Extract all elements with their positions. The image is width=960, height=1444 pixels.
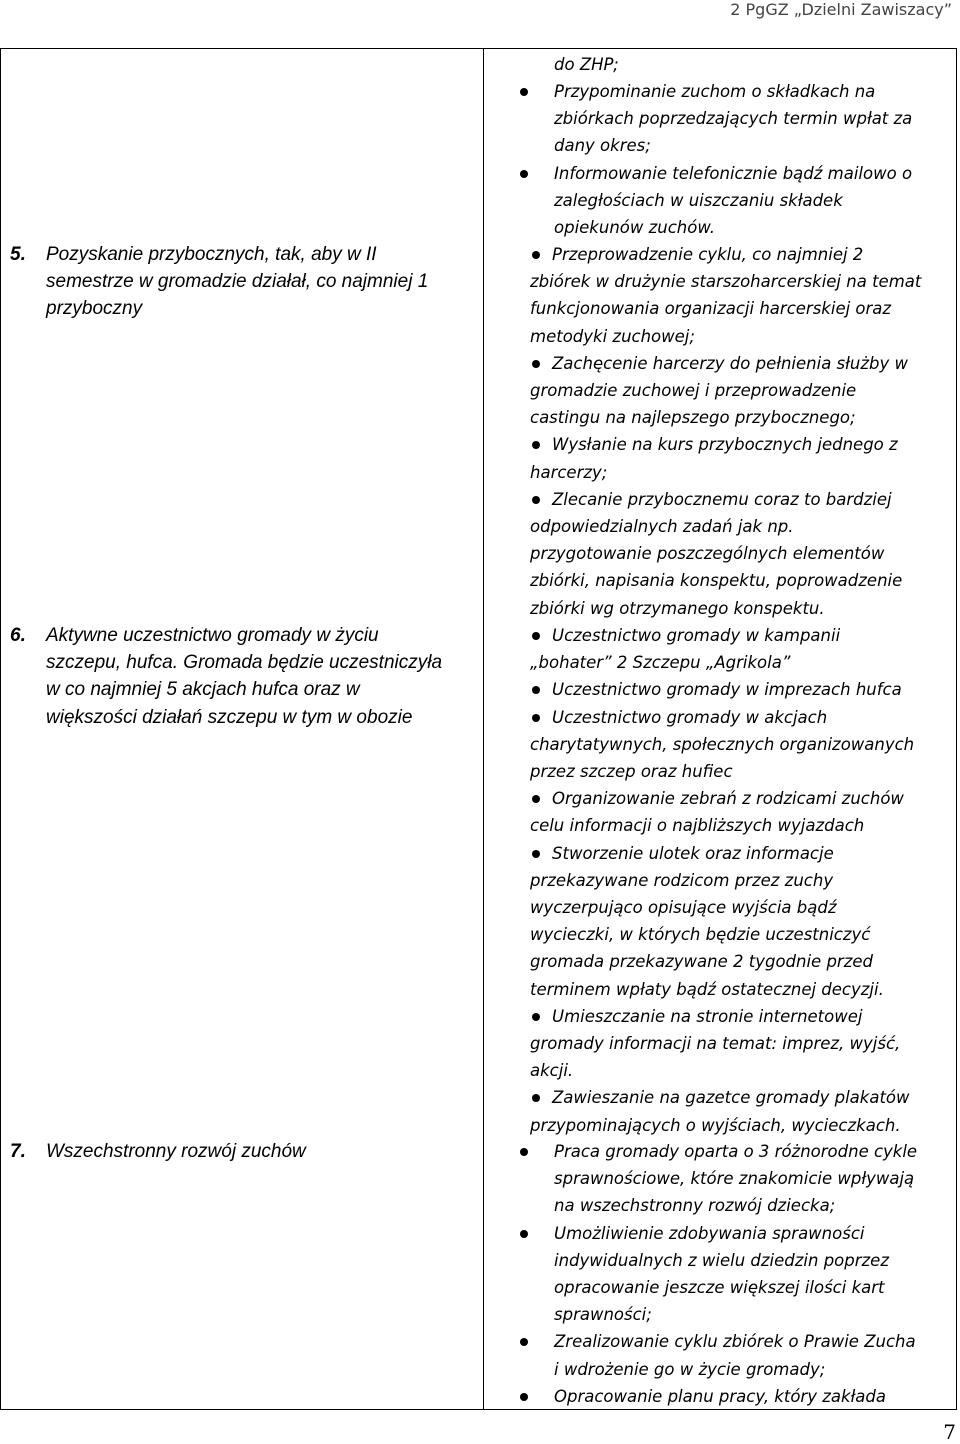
task-text-line: sprawności; <box>554 1305 652 1325</box>
task-text-line: gromadzie zuchowej i przeprowadzenie <box>530 381 857 400</box>
task-text-line: Stworzenie ulotek oraz informacje <box>552 843 834 863</box>
goal-number: 7. <box>10 1141 26 1162</box>
goal-text-line: szczepu, hufca. Gromada będzie uczestniczyła <box>46 652 443 674</box>
task-text-line: Zachęcenie harcerzy do pełnienia służby w <box>552 353 908 373</box>
bullet-icon <box>532 496 540 504</box>
task-text-line: przypominających o wyjściach, wycieczkach. <box>530 1115 901 1135</box>
task-text-line: celu informacji o najbliższych wyjazdach <box>530 816 865 836</box>
column-divider <box>483 48 484 1410</box>
task-text-line: wycieczki, w których będzie uczestniczyć <box>530 925 871 945</box>
task-text-line: Organizowanie zebrań z rodzicami zuchów <box>552 789 904 809</box>
goal-number: 6. <box>10 625 26 646</box>
bullet-icon <box>532 632 540 640</box>
bullet-icon <box>520 170 528 178</box>
goal-number: 5. <box>10 244 26 265</box>
task-text-line: zbiórki wg otrzymanego konspektu. <box>530 598 825 618</box>
task-text-line: Uczestnictwo gromady w imprezach hufca <box>552 680 902 700</box>
task-text-line: zbiórki, napisania konspektu, poprowadzenie <box>530 571 903 591</box>
task-text-line: funkcjonowania organizacji harcerskiej oraz <box>530 299 892 319</box>
task-text-line: Umożliwienie zdobywania sprawności <box>554 1223 865 1243</box>
task-text-line: opiekunów zuchów. <box>554 218 716 237</box>
bullet-icon <box>520 1148 528 1156</box>
goal-text-line: Pozyskanie przybocznych, tak, aby w II <box>46 244 377 265</box>
document-header: 2 PgGZ „Dzielni Zawiszacy” <box>730 0 952 19</box>
task-text-line: Opracowanie planu pracy, który zakłada <box>554 1386 886 1406</box>
task-text-line: do ZHP; <box>554 55 619 74</box>
bullet-icon <box>532 1013 540 1021</box>
task-text-line: „bohater” 2 Szczepu „Agrikola” <box>530 653 791 673</box>
task-text-line: opracowanie jeszcze większej ilości kart <box>554 1278 885 1297</box>
task-text-line: zbiórkach poprzedzających termin wpłat za <box>554 109 913 129</box>
goal-text-line: w co najmniej 5 akcjach hufca oraz w <box>46 679 360 701</box>
task-text-line: i wdrożenie go w życie gromady; <box>554 1359 826 1379</box>
task-text-line: zbiórek w drużynie starszoharcerskiej na temat <box>530 272 922 292</box>
goal-text-line: większości działań szczepu w tym w obozie <box>46 706 413 728</box>
goal-text-line: semestrze w gromadzie działał, co najmniej 1 <box>46 271 429 293</box>
bullet-icon <box>520 1230 528 1238</box>
task-text-line: Przeprowadzenie cyklu, co najmniej 2 <box>552 245 864 264</box>
task-text-line: gromady informacji na temat: imprez, wyjść, <box>530 1034 901 1053</box>
task-text-line: castingu na najlepszego przybocznego; <box>530 408 856 428</box>
goal-text-line: Wszechstronny rozwój zuchów <box>46 1141 306 1162</box>
task-text-line: Zrealizowanie cyklu zbiórek o Prawie Zucha <box>554 1332 916 1352</box>
task-text-line: Zlecanie przybocznemu coraz to bardziej <box>552 489 892 509</box>
task-text-line: Umieszczanie na stronie internetowej <box>552 1006 863 1026</box>
task-text-line: sprawnościowe, które znakomicie wpływają <box>554 1169 915 1189</box>
task-text-line: Zawieszanie na gazetce gromady plakatów <box>552 1088 910 1108</box>
task-text-line: przekazywane rodzicom przez zuchy <box>530 870 834 890</box>
page-number: 7 <box>943 1420 956 1444</box>
task-text-line: na wszechstronny rozwój dziecka; <box>554 1196 836 1216</box>
bullet-icon <box>532 360 540 368</box>
task-text-line: harcerzy; <box>530 462 608 482</box>
task-text-line: akcji. <box>530 1061 574 1081</box>
task-text-line: Uczestnictwo gromady w kampanii <box>552 626 841 645</box>
task-text-line: Uczestnictwo gromady w akcjach <box>552 707 828 727</box>
task-text-line: charytatywnych, społecznych organizowanych <box>530 734 915 754</box>
task-text-line: przez szczep oraz hufiec <box>530 762 733 781</box>
bullet-icon <box>532 714 540 722</box>
bullet-icon <box>532 850 540 858</box>
bullet-icon <box>532 251 540 259</box>
task-text-line: Wysłanie na kurs przybocznych jednego z <box>552 435 898 455</box>
task-text-line: odpowiedzialnych zadań jak np. <box>530 517 794 536</box>
task-text-line: Praca gromady oparta o 3 różnorodne cykle <box>554 1142 918 1161</box>
task-text-line: dany okres; <box>554 136 651 156</box>
task-text-line: wyczerpująco opisujące wyjścia bądź <box>530 898 837 917</box>
task-text-line: Informowanie telefonicznie bądź mailowo o <box>554 163 913 183</box>
task-text-line: terminem wpłaty bądź ostatecznej decyzji. <box>530 979 884 999</box>
bullet-icon <box>520 1393 528 1401</box>
task-text-line: metodyki zuchowej; <box>530 326 695 346</box>
task-text-line: Przypominanie zuchom o składkach na <box>554 82 876 101</box>
task-text-line: przygotowanie poszczególnych elementów <box>530 544 885 564</box>
goal-text-line: Aktywne uczestnictwo gromady w życiu <box>46 625 379 646</box>
task-text-line: gromada przekazywane 2 tygodnie przed <box>530 952 873 972</box>
bullet-icon <box>520 88 528 96</box>
goal-text-line: przyboczny <box>46 298 143 320</box>
task-text-line: zaległościach w uiszczaniu składek <box>554 190 843 210</box>
task-text-line: indywidualnych z wielu dziedzin poprzez <box>554 1250 889 1270</box>
